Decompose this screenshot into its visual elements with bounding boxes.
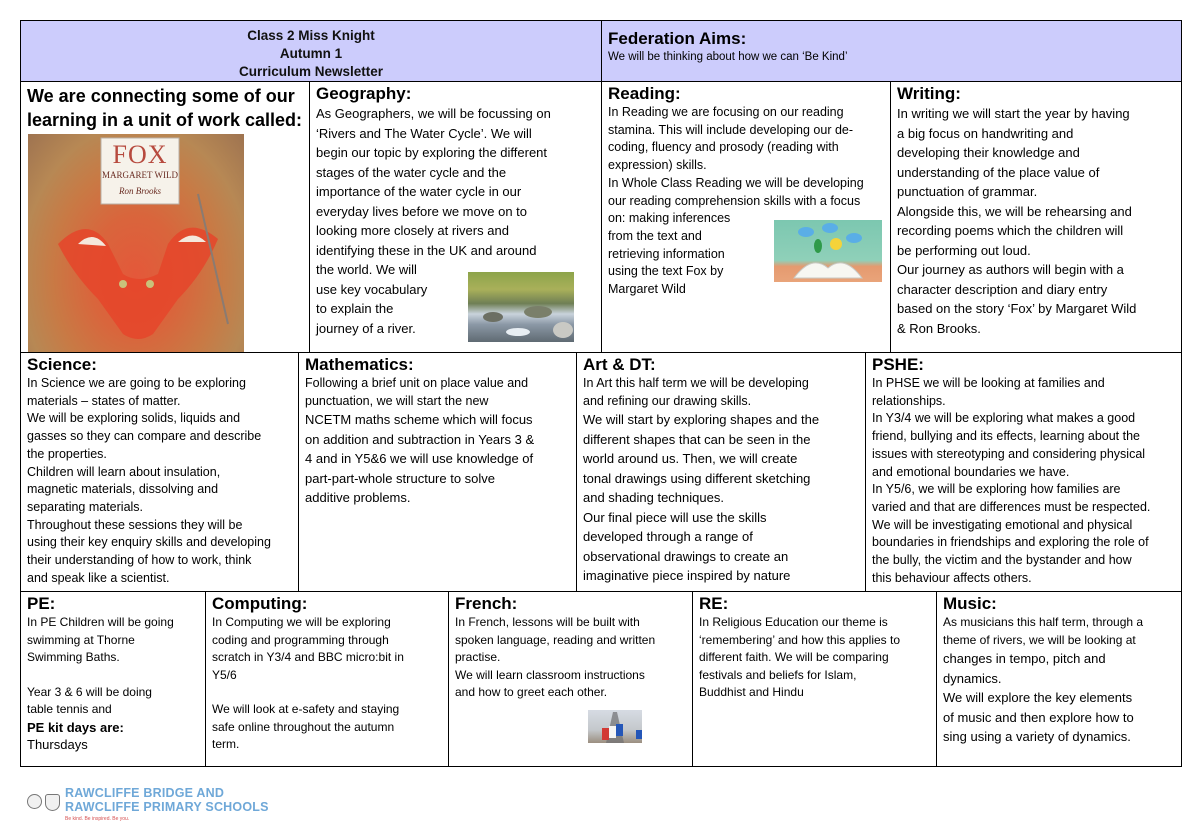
text-line: Alongside this, we will be rehearsing and (897, 203, 1132, 219)
school-name (65, 786, 269, 814)
pe-cell (20, 591, 206, 767)
text-line: identifying these in the UK and around (316, 242, 537, 258)
book-doodles (774, 220, 882, 282)
french-cell (448, 591, 693, 767)
text-line: sing using a variety of dynamics. (943, 729, 1131, 744)
text-line: scratch in Y3/4 and BBC micro:bit in (212, 650, 404, 664)
text-line: festivals and beliefs for Islam, (699, 667, 857, 682)
text-line: looking more closely at rivers and (316, 223, 509, 238)
text-line: using their key enquiry skills and developing (27, 535, 271, 550)
text-line: and refining our drawing skills. (583, 393, 752, 408)
art-dt-intro (583, 375, 859, 410)
music-heading: Music: (943, 594, 997, 613)
text-line: and shading techniques. (583, 490, 724, 506)
text-line: additive problems. (305, 490, 411, 506)
text-line: imaginative piece inspired by nature (583, 568, 791, 584)
eiffel-flag (588, 710, 642, 743)
text-line: In Art this half term we will be developing (583, 376, 809, 390)
text-line: In PHSE we will be looking at families and (872, 376, 1105, 390)
re-cell (692, 591, 937, 767)
music-intro (943, 614, 1175, 649)
computing-heading: Computing: (212, 594, 308, 613)
text-line: relationships. (872, 393, 946, 408)
text-line: spoken language, reading and written (455, 632, 656, 647)
text-line: Following a brief unit on place value and (305, 376, 529, 390)
text-line: and how to greet each other. (455, 685, 608, 699)
school-name-line-1: RAWCLIFFE BRIDGE AND (65, 786, 225, 800)
reading-heading: Reading: (608, 84, 681, 103)
title-line-3: Curriculum Newsletter (238, 64, 384, 79)
reading-cell (601, 81, 891, 353)
text-line: Children will learn about insulation, (27, 464, 221, 479)
text-line: Our final piece will use the skills (583, 509, 767, 525)
text-line: boundaries in friendships and exploring the role of (872, 535, 1149, 550)
text-line: term. (212, 737, 240, 751)
text-line: coding, fluency and prosody (reading with (608, 140, 839, 155)
text-line: character description and diary entry (897, 281, 1108, 297)
text-line: In Science we are going to be exploring (27, 376, 246, 390)
science-heading: Science: (27, 355, 97, 374)
text-line: In Religious Education our theme is (699, 615, 888, 629)
text-line: varied and that are differences must be respected. (872, 499, 1151, 514)
geography-heading: Geography: (316, 84, 412, 103)
text-line: Our journey as authors will begin with a (897, 262, 1124, 277)
river-photo (468, 272, 574, 342)
text-line: ‘Rivers and The Water Cycle’. We will (316, 125, 532, 141)
federation-aims-heading: Federation Aims: (608, 29, 747, 48)
french-text (455, 614, 686, 702)
text-line: magnetic materials, dissolving and (27, 482, 219, 497)
text-line: punctuation, we will start the new (305, 393, 489, 408)
text-line: different shapes that can be seen in the (583, 431, 811, 447)
text-line: friend, bullying and its effects, learning about the (872, 429, 1140, 444)
text-line: We will be exploring solids, liquids and (27, 411, 241, 426)
text-line: based on the story ‘Fox’ by Margaret Wild (897, 301, 1137, 316)
text-line: using the text Fox by (608, 264, 724, 279)
text-line: developing their knowledge and (897, 145, 1080, 160)
text-line: punctuation of grammar. (897, 184, 1038, 199)
text-line: expression) skills. (608, 158, 707, 173)
text-line: different faith. We will be comparing (699, 650, 889, 664)
geography-cell (309, 81, 602, 353)
school-logo (25, 786, 285, 826)
text-line: changes in tempo, pitch and (943, 651, 1106, 666)
text-line: issues with stereotyping and considering physical (872, 446, 1146, 461)
science-cell (20, 352, 299, 592)
text-line: table tennis and (27, 702, 112, 716)
text-line: theme of rivers, we will be looking at (943, 632, 1136, 647)
art-dt-cell (576, 352, 866, 592)
writing-cell (890, 81, 1182, 353)
eiffel-tower-flag-photo (588, 710, 642, 743)
text-line: We will be investigating emotional and physical (872, 517, 1133, 532)
pe-kit-day: Thursdays (27, 737, 88, 752)
text-line: the world. We will (316, 262, 417, 277)
art-dt-text (583, 410, 859, 586)
text-line: their understanding of how to work, think (27, 553, 252, 568)
text-line: stages of the water cycle and the (316, 164, 507, 180)
text-line: the bully, the victim and the bystander and how (872, 553, 1132, 568)
text-line: retrieving information (608, 246, 725, 261)
book-author: MARGARET WILD (102, 170, 178, 180)
text-line: to explain the (316, 301, 394, 316)
unit-cell (20, 81, 310, 353)
text-line: Y5/6 (212, 667, 237, 682)
federation-aims-cell (601, 20, 1182, 82)
text-line: In Reading we are focusing on our reading (608, 105, 844, 119)
text-line: separating materials. (27, 499, 144, 514)
music-text (943, 649, 1175, 747)
text-line: be performing out loud. (897, 242, 1031, 258)
crest-icon (27, 794, 42, 809)
book-cover-image (28, 134, 244, 352)
text-line: In Y3/4 we will be exploring what makes a good (872, 411, 1136, 426)
book-illustrator: Ron Brooks (119, 186, 161, 196)
text-line: 4 and in Y5&6 we will use knowledge of (305, 451, 534, 467)
re-heading: RE: (699, 594, 729, 613)
text-line: developed through a range of (583, 529, 753, 545)
text-line: our reading comprehension skills with a focus (608, 193, 861, 208)
text-line: this behaviour affects others. (872, 570, 1032, 585)
text-line: begin our topic by exploring the different (316, 145, 548, 160)
text-line: In writing we will start the year by having (897, 106, 1130, 121)
text-line: In Whole Class Reading we will be developing (608, 175, 864, 190)
pshe-text (872, 375, 1175, 587)
text-line: We will explore the key elements (943, 690, 1133, 705)
text-line: gasses so they can compare and describe (27, 429, 262, 444)
text-line: materials – states of matter. (27, 393, 181, 408)
text-line: importance of the water cycle in our (316, 184, 522, 199)
text-line: tonal drawings using different sketching (583, 470, 811, 486)
maths-text (305, 375, 570, 508)
music-cell (936, 591, 1182, 767)
blank-line (27, 667, 199, 684)
text-line: safe online throughout the autumn (212, 719, 395, 734)
text-line: stamina. This will include developing our de- (608, 122, 854, 137)
shield-icon (45, 794, 60, 811)
pe-heading: PE: (27, 594, 56, 613)
text-line: journey of a river. (316, 320, 416, 336)
title-line-2: Autumn 1 (279, 46, 343, 61)
text-line: We will start by exploring shapes and the (583, 412, 820, 428)
maths-heading: Mathematics: (305, 355, 414, 374)
text-line: observational drawings to create an (583, 548, 789, 564)
text-line: Margaret Wild (608, 282, 686, 297)
pe-text (27, 614, 199, 754)
river-rocks (468, 272, 574, 342)
text-line: Throughout these sessions they will be (27, 517, 243, 532)
french-heading: French: (455, 594, 518, 613)
open-book-illustration (774, 220, 882, 282)
class-title-cell (20, 20, 602, 82)
text-line: We will learn classroom instructions (455, 667, 645, 682)
school-tagline: Be kind. Be inspired. Be you. (65, 816, 130, 822)
unit-heading-1: We are connecting some of our (27, 86, 295, 106)
text-line: understanding of the place value of (897, 164, 1100, 180)
text-line: As musicians this half term, through a (943, 615, 1144, 629)
text-line: We will look at e-safety and staying (212, 702, 400, 716)
text-line: on: making inferences (608, 211, 731, 226)
text-line: recording poems which the children will (897, 223, 1124, 238)
text-line: from the text and (608, 228, 702, 243)
maths-cell (298, 352, 577, 592)
text-line: everyday lives before we move on to (316, 203, 527, 219)
writing-text (897, 104, 1175, 338)
computing-text (212, 614, 442, 754)
text-line: use key vocabulary (316, 281, 428, 297)
pshe-cell (865, 352, 1182, 592)
re-text (699, 614, 930, 702)
unit-heading-2: learning in a unit of work called: (27, 110, 303, 130)
text-line: practise. (455, 650, 501, 664)
book-title: FOX (112, 140, 168, 169)
text-line: Year 3 & 6 will be doing (27, 684, 152, 699)
text-line: part-part-whole structure to solve (305, 470, 496, 486)
text-line: swimming at Thorne (27, 632, 135, 647)
text-line: ‘remembering’ and how this applies to (699, 632, 900, 647)
text-line: In French, lessons will be built with (455, 615, 640, 629)
text-line: dynamics. (943, 670, 1002, 686)
writing-heading: Writing: (897, 84, 961, 103)
text-line: Buddhist and Hindu (699, 685, 804, 699)
federation-aims-text: We will be thinking about how we can ‘Be Kind’ (608, 51, 848, 63)
text-line: coding and programming through (212, 632, 389, 647)
title-line-1: Class 2 Miss Knight (247, 28, 375, 43)
science-text (27, 375, 292, 587)
computing-cell (205, 591, 449, 767)
pshe-heading: PSHE: (872, 355, 924, 374)
text-line: NCETM maths scheme which will focus (305, 412, 533, 428)
text-line: a big focus on handwriting and (897, 125, 1074, 141)
pe-kit-label: PE kit days are: (27, 719, 124, 735)
text-line: & Ron Brooks. (897, 320, 981, 336)
text-line: on addition and subtraction in Years 3 & (305, 431, 535, 447)
text-line: and emotional boundaries we have. (872, 464, 1070, 479)
school-name-line-2: RAWCLIFFE PRIMARY SCHOOLS (65, 800, 269, 814)
blank-line (212, 684, 442, 701)
text-line: and speak like a scientist. (27, 570, 170, 585)
text-line: In Y5/6, we will be exploring how families are (872, 482, 1121, 497)
text-line: In PE Children will be going (27, 615, 174, 629)
text-line: In Computing we will be exploring (212, 615, 391, 629)
text-line: As Geographers, we will be focussing on (316, 106, 551, 121)
art-dt-heading: Art & DT: (583, 355, 656, 374)
text-line: Swimming Baths. (27, 650, 120, 664)
text-line: of music and then explore how to (943, 709, 1134, 725)
text-line: the properties. (27, 446, 107, 461)
text-line: world around us. Then, we will create (583, 451, 798, 467)
